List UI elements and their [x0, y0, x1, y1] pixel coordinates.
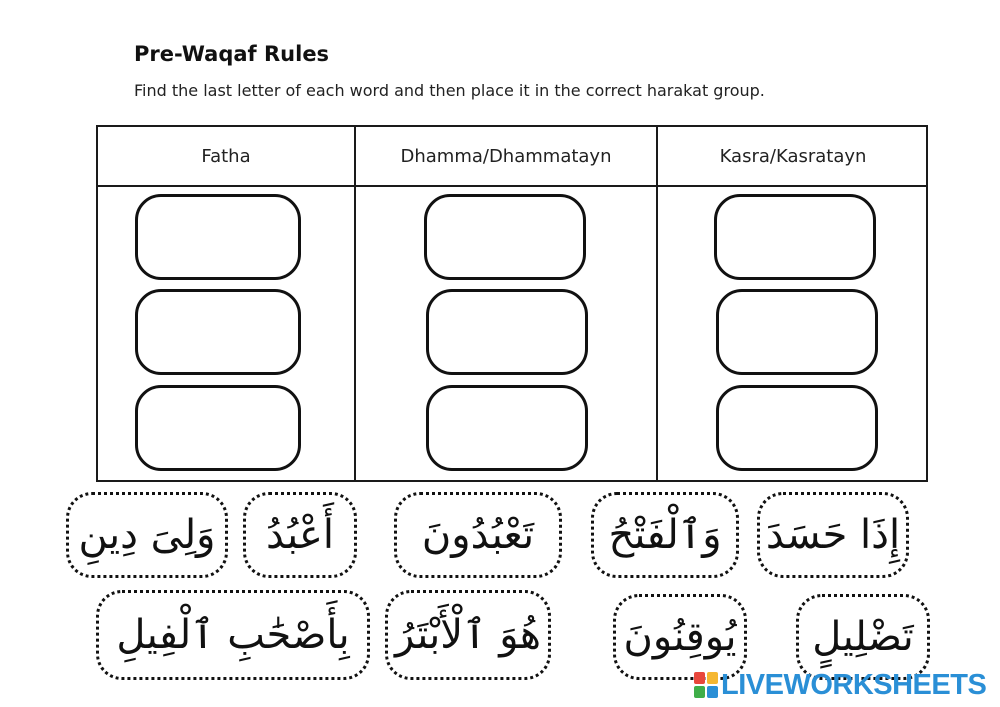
- word-card[interactable]: أَعْبُدُ: [243, 492, 357, 578]
- logo-text: LIVEWORKSHEETS: [721, 668, 987, 701]
- word-card[interactable]: يُوقِنُونَ: [613, 594, 747, 680]
- word-card[interactable]: وَلِىَ دِينِ: [66, 492, 228, 578]
- word-card[interactable]: بِأَصْحَٰبِ ٱلْفِيلِ: [96, 590, 370, 680]
- drop-slot-fatha-2[interactable]: [135, 289, 301, 375]
- drop-slot-dhamma-1[interactable]: [424, 194, 586, 280]
- drop-slot-dhamma-2[interactable]: [426, 289, 588, 375]
- word-card[interactable]: هُوَ ٱلْأَبْتَرُ: [385, 590, 551, 680]
- liveworksheets-logo-icon: [694, 672, 718, 698]
- page-title: Pre-Waqaf Rules: [134, 42, 330, 66]
- drop-slot-fatha-1[interactable]: [135, 194, 301, 280]
- drop-slot-kasra-1[interactable]: [714, 194, 876, 280]
- instructions-text: Find the last letter of each word and then place it in the correct harakat group.: [134, 81, 765, 100]
- column-header-fatha: Fatha: [201, 145, 251, 167]
- drop-slot-kasra-2[interactable]: [716, 289, 878, 375]
- word-card[interactable]: تَعْبُدُونَ: [394, 492, 562, 578]
- column-header-dhamma: Dhamma/Dhammatayn: [400, 145, 612, 167]
- word-card[interactable]: إِذَا حَسَدَ: [757, 492, 909, 578]
- drop-slot-fatha-3[interactable]: [135, 385, 301, 471]
- drop-slot-kasra-3[interactable]: [716, 385, 878, 471]
- word-card[interactable]: تَضْلِيلٍ: [796, 594, 930, 680]
- liveworksheets-logo: [694, 668, 986, 702]
- drop-slot-dhamma-3[interactable]: [426, 385, 588, 471]
- word-card[interactable]: وَٱلْفَتْحُ: [591, 492, 739, 578]
- column-header-kasra: Kasra/Kasratayn: [719, 145, 867, 167]
- harakat-grid: [96, 125, 928, 482]
